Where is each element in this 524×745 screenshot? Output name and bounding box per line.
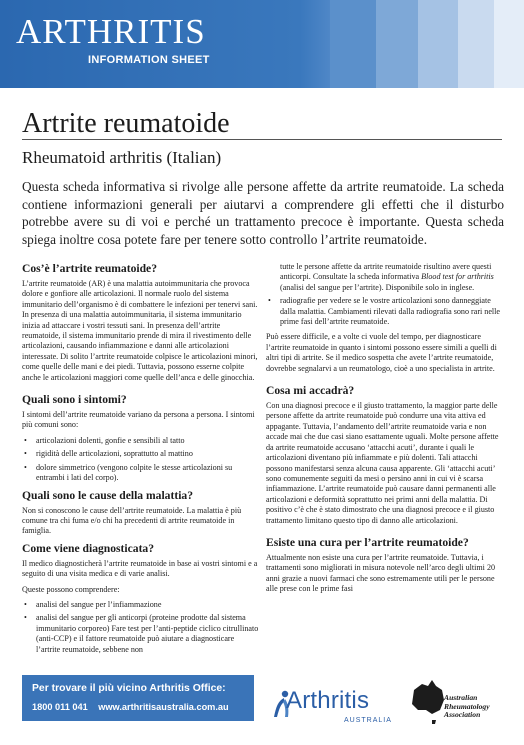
section-paragraph: Queste possono comprendere: [22,584,120,594]
banner-stripe [458,0,494,88]
section-paragraph: Non si conoscono le cause dell’artrite reumatoide. La malattia è più comune tra chi fuma e/o chi ha precedenti di artrite reumatoide in famiglia. [22,505,242,536]
contact-details [32,702,229,712]
page-title: Artrite reumatoide [22,108,230,139]
linked-sheet-title: Blood test for arthritis [421,272,494,282]
section-heading: Quali sono le cause della malattia? [22,488,194,502]
title-divider [22,139,502,140]
page-subtitle: Rheumatoid arthritis (Italian) [22,148,222,167]
bullet-icon: • [24,599,27,609]
section-paragraph: I sintomi dell’artrite reumatoide variano da persona a persona. I sintomi più comuni sono: [22,410,255,430]
contact-heading: Per trovare il più vicino Arthritis Office: [32,683,226,694]
list-item: tutte le persone affette da artrite reumatoide risultino avere questi anticorpi. Consultate la scheda informativa Blood test for arthritis (analisi del sangue per l’artrite). Disponibile solo in inglese. [280,262,494,292]
section-heading: Cosa mi accadrà? [266,384,355,398]
symptom-list [22,436,260,484]
banner-stripe [418,0,458,88]
association-name: Australian Rheumatology Association [444,693,490,720]
banner-stripe [330,0,376,88]
arthritis-australia-logo [272,687,392,733]
list-item: • analisi del sangue per gli anticorpi (proteine prodotte dal sistema immunitario corporeo) Fare test per l’anti-peptide ciclico citrullinato (anti-CCP) e il fattore reumatoide può aiutare a diagnosticare l’artrite reumatoide, sebbene non [24,613,259,654]
section-paragraph: L’artrite reumatoide (AR) è una malattia autoimmunitaria che provoca dolore e gonfiore alle articolazioni. Il normale ruolo del sistema immunitario dell’organismo è di combattere le infezioni per tenervi sani. In presenza di una malattia autoimmunitaria, il sistema immunitario inizia ad attaccare i vostri tessuti sani. In presenza dell’artrite reumatoide, il sistema immunitario prende di mira il rivestimento delle articolazioni, causando infiammazione e danni alle articolazioni interessate. Di solito l’artrite reumatoide colpisce le articolazioni minori, come quelle delle mani e dei piedi. Tuttavia, possono esserne colpite anche le articolazioni maggiori come quelle dell’anca e delle ginocchia. [22,279,258,382]
left-column [22,262,260,660]
list-item: • dolore simmetrico (vengono colpite le stesse articolazioni su entrambi i lati del corpo). [24,462,233,483]
test-list-continued [266,262,504,327]
website-link[interactable]: www.arthritisaustralia.com.au [98,702,229,712]
phone-number[interactable]: 1800 011 041 [32,702,88,712]
section-paragraph: Attualmente non esiste una cura per l’artrite reumatoide. Tuttavia, i trattamenti sono migliorati in misura notevole nell’arco degli ultimi 20 anni grazie a nuovi farmaci che sono estremamente utili per le persone alle prese con le prime fasi [266,552,496,594]
right-column [266,262,504,600]
header-banner [0,0,524,88]
contact-box [22,675,254,721]
intro-paragraph: Questa scheda informativa si rivolge alle persone affette da artrite reumatoide. La scheda contiene informazioni generali per aiutarvi a comprendere gli effetti che il disturbo potrebbe avere su di voi e perché un trattamento precoce è importante. Questa scheda spiega inoltre cosa potete fare per tenere sotto controllo l’artrite reumatoide. [22,179,504,247]
banner-stripe [376,0,418,88]
bullet-icon: • [24,435,27,445]
list-item: • radiografie per vedere se le vostre articolazioni sono danneggiate dalla malattia. Cambiamenti rilevati dalla radiografia sono rari nelle prime fasi dell’artrite reumatoide. [268,296,501,327]
list-item: • articolazioni dolenti, gonfie e sensibili al tatto [24,435,185,445]
bullet-icon: • [24,449,27,459]
section-heading: Come viene diagnosticata? [22,541,155,555]
brand-subtitle: INFORMATION SHEET [88,54,210,66]
section-paragraph: Il medico diagnosticherà l’artrite reumatoide in base ai vostri sintomi e a seguito di una visita medica e di varie analisi. [22,558,258,579]
test-list [22,600,260,655]
rheumatology-association-logo [408,676,508,736]
section-paragraph: Può essere difficile, e a volte ci vuole del tempo, per diagnosticare l’artrite reumatoide in quanto i sintomi possono essere simili a quelli di altri tipi di artrite. Se il medico sospetta che avete l’artrite reumatoide, dovrebbe segnalarvi a un reumatologo, cioè a uno specialista in artrite. [266,332,497,373]
section-heading: Esiste una cura per l’artrite reumatoide? [266,535,469,549]
section-heading: Cos’è l’artrite reumatoide? [22,262,157,275]
logo-wordmark: Arthritis [286,687,370,714]
bullet-icon: • [268,296,271,306]
section-heading: Quali sono i sintomi? [22,393,127,407]
bullet-icon: • [24,613,27,623]
list-item: • rigidità delle articolazioni, soprattutto al mattino [24,449,193,459]
list-item: • analisi del sangue per l’infiammazione [24,599,162,609]
bullet-icon: • [24,462,27,472]
australia-map-icon [408,676,448,732]
banner-stripe [494,0,524,88]
logo-subtext: AUSTRALIA [344,717,392,724]
brand-title: ARTHRITIS [16,12,206,51]
section-paragraph: Con una diagnosi precoce e il giusto trattamento, la maggior parte delle persone affette da artrite reumatoide può condurre una vita attiva ed appagante. Tuttavia, l’andamento dell’artrite reumatoide varia e non accade mai che due casi siano esattamente uguali. Molte persone affette da artrite reumatoide accusano ‘attacchi acuti’, durante i quali le articolazioni diventano più infiammate e più dolenti. Tali attacchi possono manifestarsi senza alcuna causa apparente. Gli ‘attacchi acuti’ sono comunemente seguiti da mesi o persino anni in cui vi è scarsa infiammazione. L’artrite reumatoide può causare danni permanenti alle articolazioni e deformità soprattutto nei primi anni della malattia. Di positivo c’è che è stato dimostrato che una diagnosi precoce e il giusto trattamento limitano questo tipo di danno alle articolazioni. [266,401,499,525]
